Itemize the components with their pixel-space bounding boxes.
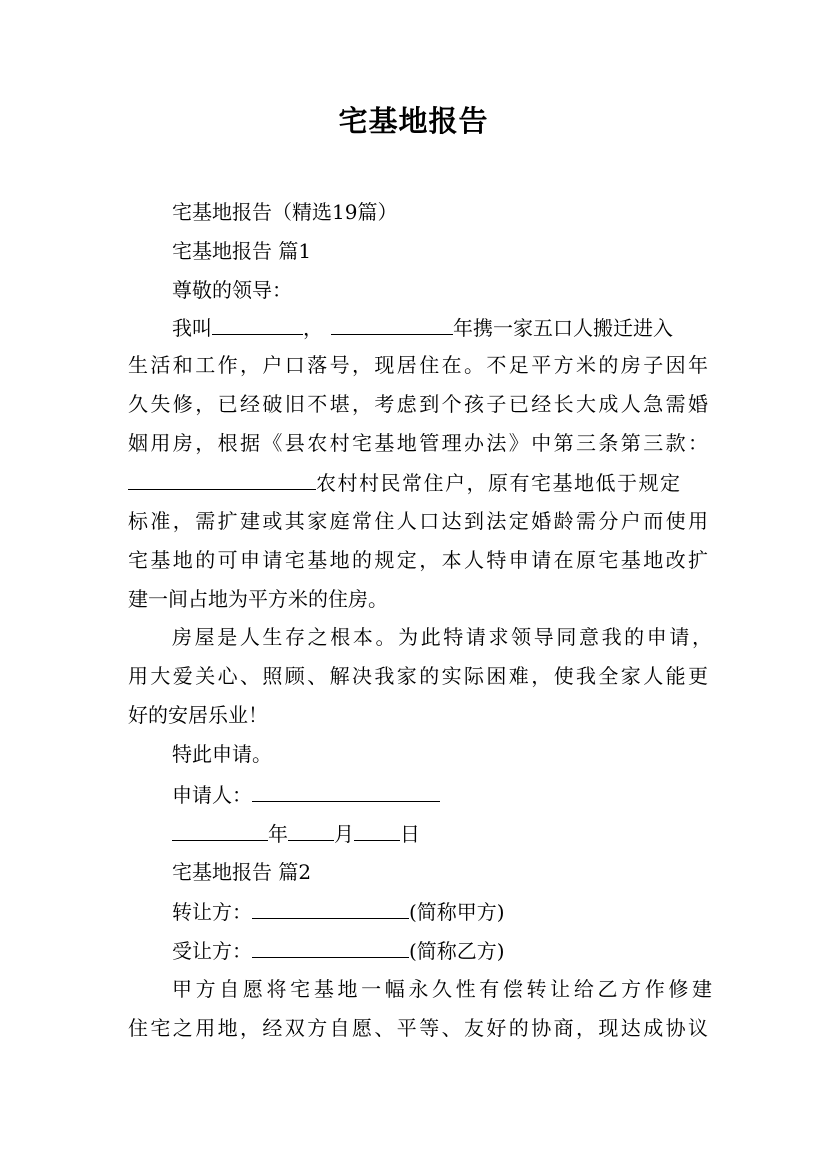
date-month-label: 月 bbox=[334, 822, 354, 846]
transferor-blank bbox=[252, 896, 409, 919]
applicant-blank bbox=[252, 779, 440, 802]
section-2-paragraph-line-2: 住宅之用地，经双方自愿、平等、友好的协商，现达成协议 bbox=[128, 1016, 708, 1040]
paragraph-1-line-6: 标准，需扩建或其家庭常住人口达到法定婚龄需分户而使用 bbox=[128, 509, 708, 533]
paragraph-1-line-5-text: 农村村民常住户，原有宅基地低于规定 bbox=[316, 471, 682, 495]
page-title: 宅基地报告 bbox=[338, 104, 489, 138]
transferee-blank bbox=[252, 935, 409, 958]
transferor-note: (简称甲方) bbox=[409, 900, 505, 924]
transferor-label: 转让方： bbox=[172, 900, 252, 924]
paragraph-1-text-b: ， bbox=[303, 316, 323, 340]
paragraph-1-line-5 bbox=[128, 467, 708, 498]
paragraph-1-line-2: 生活和工作，户口落号，现居住在。不足平方米的房子因年 bbox=[128, 353, 708, 377]
transferee-note: (简称乙方) bbox=[409, 939, 505, 963]
applicant-line bbox=[172, 779, 712, 810]
date-year-blank bbox=[172, 818, 268, 841]
transferor-line bbox=[172, 896, 712, 927]
date-line bbox=[172, 818, 712, 849]
paragraph-1-line-4: 姻用房，根据《县农村宅基地管理办法》中第三条第三款： bbox=[128, 431, 708, 455]
intro-line: 宅基地报告（精选19篇） bbox=[172, 200, 398, 224]
paragraph-2-line-2: 用大爱关心、照顾、解决我家的实际困难，使我全家人能更 bbox=[128, 664, 708, 688]
paragraph-1-line-3: 久失修，已经破旧不堪，考虑到个孩子已经长大成人急需婚 bbox=[128, 392, 708, 416]
name-blank bbox=[212, 312, 303, 335]
transferee-line bbox=[172, 935, 712, 966]
section-heading-2: 宅基地报告 篇2 bbox=[172, 860, 312, 884]
paragraph-1-line-8: 建一间占地为平方米的住房。 bbox=[128, 587, 388, 611]
paragraph-2-line-1: 房屋是人生存之根本。为此特请求领导同意我的申请， bbox=[172, 625, 712, 649]
year-blank bbox=[331, 312, 453, 335]
transferee-label: 受让方： bbox=[172, 939, 252, 963]
applicant-label: 申请人： bbox=[172, 783, 252, 807]
paragraph-2-line-3: 好的安居乐业！ bbox=[128, 703, 268, 727]
paragraph-1-line-7: 宅基地的可申请宅基地的规定，本人特申请在原宅基地改扩 bbox=[128, 548, 708, 572]
date-month-blank bbox=[288, 818, 334, 841]
section-heading-1: 宅基地报告 篇1 bbox=[172, 239, 312, 263]
date-day-label: 日 bbox=[400, 822, 420, 846]
paragraph-1-line-1 bbox=[172, 312, 712, 343]
date-day-blank bbox=[354, 818, 400, 841]
closing-line: 特此申请。 bbox=[172, 742, 272, 766]
household-blank bbox=[128, 467, 316, 490]
date-year-label: 年 bbox=[268, 822, 288, 846]
paragraph-1-text-c: 年携一家五口人搬迁进入 bbox=[453, 316, 673, 340]
section-2-paragraph-line-1: 甲方自愿将宅基地一幅永久性有偿转让给乙方作修建 bbox=[172, 977, 712, 1001]
salutation: 尊敬的领导： bbox=[172, 278, 292, 302]
paragraph-1-text-a: 我叫 bbox=[172, 316, 212, 340]
